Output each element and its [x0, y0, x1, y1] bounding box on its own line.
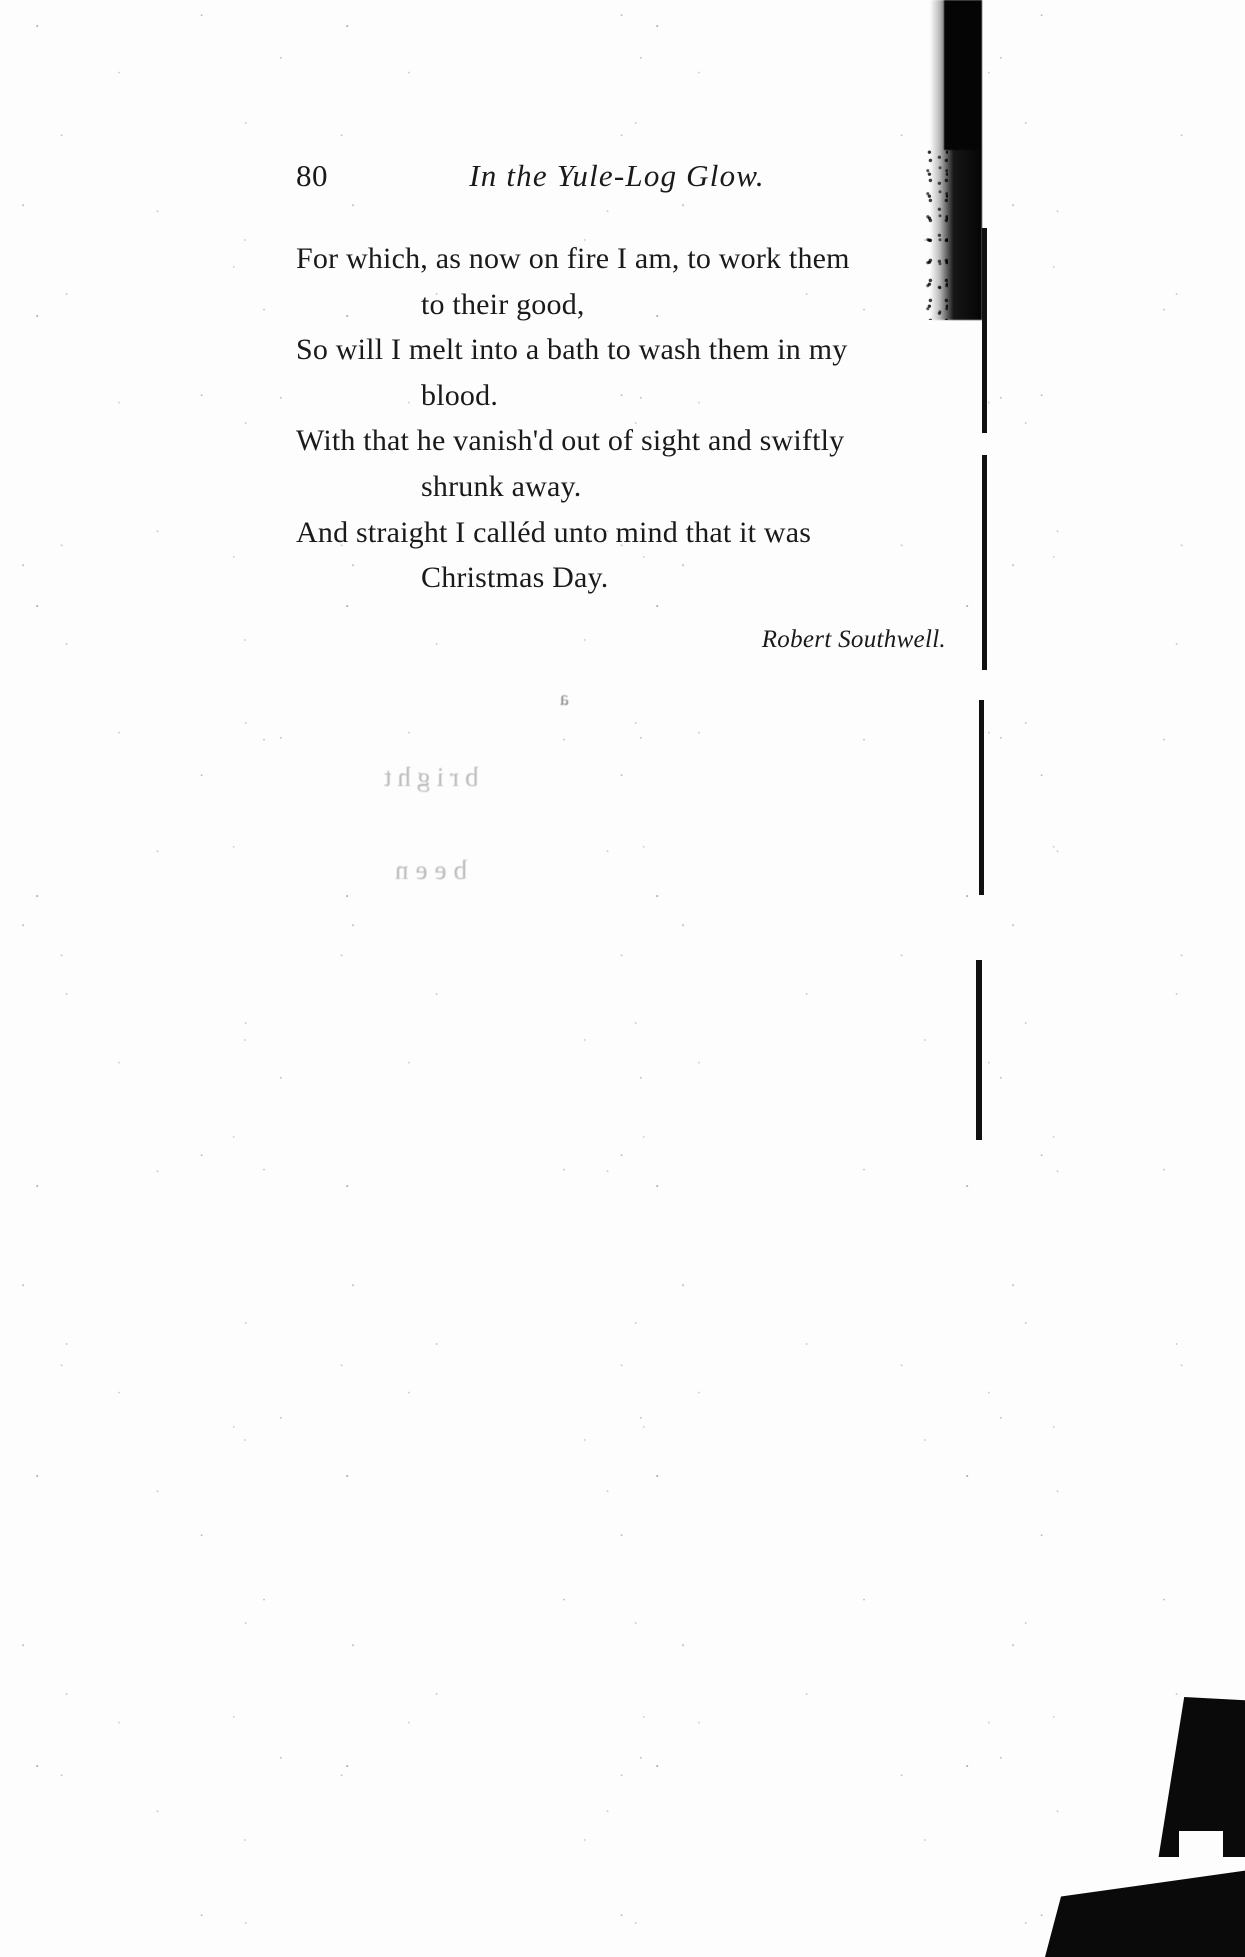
verse-line: blood. [421, 378, 499, 412]
page-number: 80 [296, 158, 328, 193]
scan-artifact-edge-line [979, 700, 984, 895]
scan-artifact-bottom-right [1045, 1697, 1245, 1957]
running-head: In the Yule-Log Glow. [469, 158, 765, 193]
verse-line: to their good, [421, 287, 585, 321]
page-header [296, 158, 936, 194]
bleed-through-text: bright [378, 762, 479, 792]
verse-line: And straight I calléd unto mind that it was [296, 515, 812, 549]
scan-artifact-edge-line [976, 960, 982, 1140]
verse-line: Christmas Day. [421, 561, 609, 595]
verse-line: With that he vanish'd out of sight and swiftly [296, 424, 845, 458]
poem-attribution: Robert Southwell. [761, 626, 946, 653]
poem-body [296, 236, 946, 601]
scan-artifact-edge-line [982, 455, 987, 670]
verse-line: shrunk away. [421, 469, 582, 503]
scan-artifact-edge-line [982, 228, 987, 433]
verse-line: For which, as now on fire I am, to work them [296, 242, 850, 275]
bleed-through-text: been [388, 855, 467, 885]
bleed-through-mark: a [560, 688, 569, 710]
verse-line: So will I melt into a bath to wash them in my [296, 333, 848, 367]
